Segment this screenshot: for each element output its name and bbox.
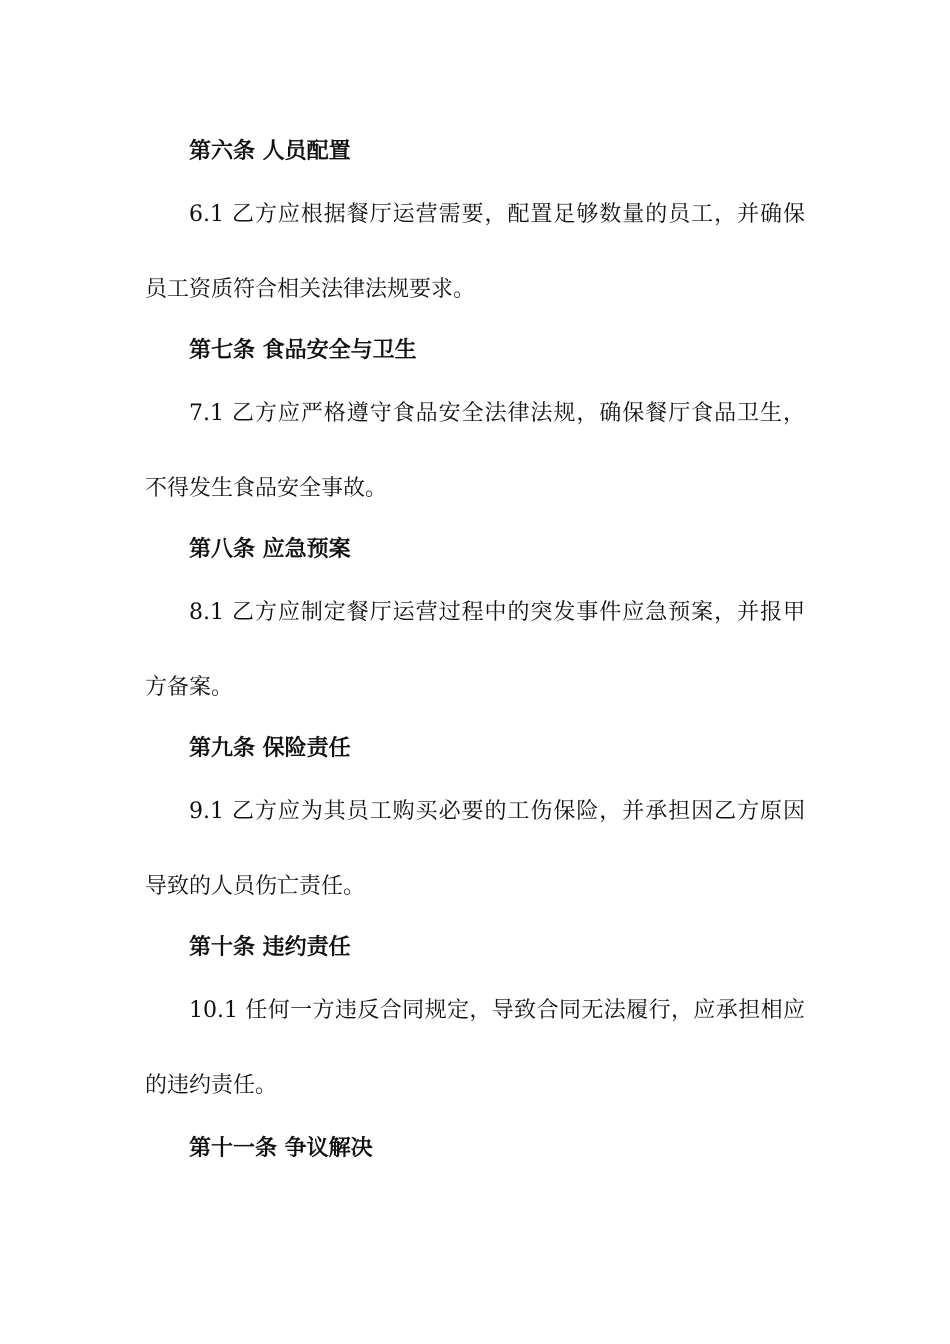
article-9-paragraph-line-2: 导致的人员伤亡责任。 <box>145 874 366 899</box>
article-6-paragraph-line-2: 员工资质符合相关法律法规要求。 <box>145 277 476 302</box>
article-7-paragraph-line-2: 不得发生食品安全事故。 <box>145 476 388 501</box>
article-6-heading: 第六条 人员配置 <box>189 139 351 164</box>
article-7-heading: 第七条 食品安全与卫生 <box>189 338 417 363</box>
article-9-paragraph-line-1: 9.1 乙方应为其员工购买必要的工伤保险，并承担因乙方原因 <box>189 799 805 824</box>
article-10-paragraph-line-2: 的违约责任。 <box>145 1073 278 1098</box>
article-10-paragraph-line-1: 10.1 任何一方违反合同规定，导致合同无法履行，应承担相应 <box>189 998 805 1023</box>
article-8-heading: 第八条 应急预案 <box>189 537 351 562</box>
article-6-paragraph-line-1: 6.1 乙方应根据餐厅运营需要，配置足够数量的员工，并确保 <box>189 202 805 227</box>
article-11-heading: 第十一条 争议解决 <box>189 1136 373 1161</box>
article-9-heading: 第九条 保险责任 <box>189 736 351 761</box>
article-8-paragraph-line-2: 方备案。 <box>145 675 234 700</box>
article-10-heading: 第十条 违约责任 <box>189 935 351 960</box>
article-7-paragraph-line-1: 7.1 乙方应严格遵守食品安全法律法规，确保餐厅食品卫生， <box>189 401 805 426</box>
article-8-paragraph-line-1: 8.1 乙方应制定餐厅运营过程中的突发事件应急预案，并报甲 <box>189 600 805 625</box>
